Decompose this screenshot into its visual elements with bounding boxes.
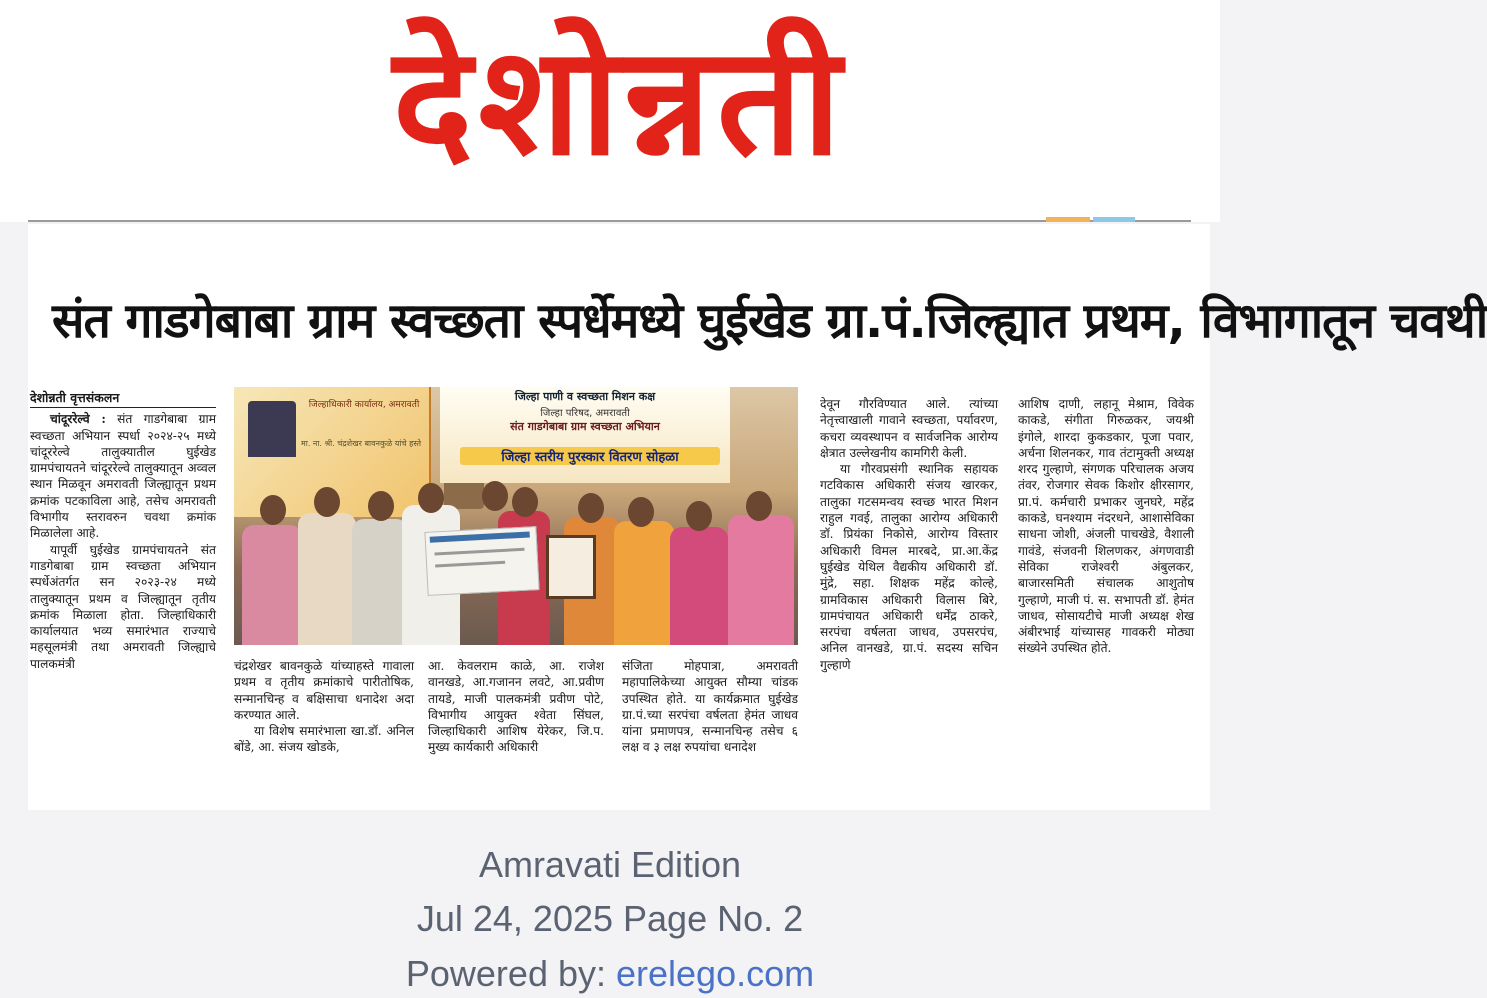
article-column-1 xyxy=(30,390,216,800)
crowd-head xyxy=(260,495,286,525)
dateline: चांदूररेल्वे : xyxy=(50,412,106,427)
banner-line-1: जिल्हा पाणी व स्वच्छता मिशन कक्ष xyxy=(514,390,656,403)
powered-by-link[interactable]: erelego.com xyxy=(616,953,815,994)
article-clipping xyxy=(28,224,1487,810)
award-certificate-frame xyxy=(546,535,596,599)
article-column-6 xyxy=(1018,396,1194,800)
crowd-person xyxy=(728,515,794,645)
crowd-person xyxy=(242,525,302,645)
byline: देशोन्नती वृत्तसंकलन xyxy=(30,390,216,408)
accent-bar-orange xyxy=(1046,217,1090,222)
accent-bar-blue xyxy=(1093,217,1135,222)
crowd-person xyxy=(670,527,728,645)
col2-para-1: चंद्रशेखर बावनकुळे यांच्याहस्ते गावाला प्रथम व तृतीय क्रमांकाचे पारीतोषिक, सन्मानचिन्ह व बक्षिसाचा धनादेश अदा करण्यात आले. xyxy=(234,659,414,722)
edition-label: Amravati Edition xyxy=(478,844,742,885)
crowd-head xyxy=(418,483,444,513)
powered-by-label: Powered by: xyxy=(405,953,606,994)
col6-para-1: आशिष दाणी, लहानू मेश्राम, विवेक काकडे, संगीता गिरुळकर, जयश्री इंगोले, शारदा कुकडकार, पूजा पवार, अर्चना शिलनकर, गाव तंटामुक्ती अध्यक्ष शरद गुल्हाणे, संगणक परिचालक अजय तंवर, रोजगार सेवक किशोर क्षीरसागर, प्रा.पं. कर्मचारी प्रभाकर जुनघरे, महेंद्र काकडे, घनश्याम नंदरधने, आशासेविका साधना जोशी, अंजली पाचखेडे, वैशाली गावंडे, संजवनी शिलणकर, अंगणवाडी सेविका राजेश्वरी अंबुलकर, बाजारसमिती संचालक आशुतोष गुल्हाणे, माजी पं. स. सभापती डॉ. हेमंत जाधव, सोसायटीचे माजी अध्यक्ष शेख अंबीरभाई यांच्यासह गावकरी मोठ्या संख्येने उपस्थित होते. xyxy=(1018,397,1194,656)
col2-para-2: या विशेष समारंभाला खा.डॉ. अनिल बोंडे, आ. संजय खोडके, xyxy=(234,724,414,755)
col3-para-1: आ. केवलराम काळे, आ. राजेश वानखडे, आ.गजानन लवटे, आ.प्रवीण तायडे, माजी पालकमंत्री प्रवीण पोटे, विभागीय आयुक्त श्वेता सिंघल, जिल्हाधिकारी आशिष येरेकर, जि.प. मुख्य कार्यकारी अधिकारी xyxy=(428,659,604,755)
award-cheque xyxy=(424,526,539,596)
banner-left-subtitle: मा. ना. श्री. चंद्रशेखर बावनकुळे यांचे हस्ते xyxy=(300,439,422,448)
article-column-4 xyxy=(622,658,798,800)
masthead-rule xyxy=(28,220,1191,222)
col1-para-1: संत गाडगेबाबा ग्राम स्वच्छता अभियान स्पर्धा २०२४-२५ मध्ये चांदूररेल्वे तालुक्यातील घुईखेड ग्रामपंचायतने चांदूररेल्वे तालुक्यातून अव्वल स्थान मिळवून अमरावती जिल्ह्यातून प्रथम क्रमांक पटकाविला आहे, तसेच अमरावती विभागीय स्तरावरुन चवथा क्रमांक मिळालेला आहे. xyxy=(30,412,216,541)
event-photo xyxy=(234,387,798,645)
banner-line-3: संत गाडगेबाबा ग्राम स्वच्छता अभियान xyxy=(510,420,660,433)
article-headline: संत गाडगेबाबा ग्राम स्वच्छता स्पर्धेमध्ये घुईखेड ग्रा.पं.जिल्ह्यात प्रथम, विभागातून चवथी xyxy=(52,293,1487,349)
article-column-2 xyxy=(234,658,414,800)
crowd-person xyxy=(298,513,356,645)
crowd-person xyxy=(614,521,674,645)
crowd-head xyxy=(686,501,712,531)
crowd-head xyxy=(314,487,340,517)
photo-banner-main xyxy=(440,387,730,483)
minister-portrait xyxy=(248,401,296,457)
col4-para-1: संजिता मोहपात्रा, अमरावती महापालिकेच्या आयुक्त सौम्या चांडक उपस्थित होते. या कार्यक्रमात घुईखेड ग्रा.पं.च्या सरपंचा वर्षलता हेमंत जाधव यांना प्रमाणपत्र, सन्मानचिन्ह तसेच ६ लक्ष व ३ लक्ष रुपयांचा धनादेश xyxy=(622,659,798,755)
crowd-head xyxy=(578,493,604,523)
crowd-head xyxy=(368,491,394,521)
crowd-head xyxy=(746,491,772,521)
banner-line-4: जिल्हा स्तरीय पुरस्कार वितरण सोहळा xyxy=(460,447,720,465)
col5-para-2: या गौरवप्रसंगी स्थानिक सहायक गटविकास अधिकारी संजय खारकर, तालुका गटसमन्वय स्वच्छ भारत मिशन राहुल गवई, तालुका आरोग्य अधिकारी डॉ. प्रियंका निकोसे, आरोग्य विस्तार अधिकारी विमल मारबदे, प्रा.आ.केंद्र घुईखेड येथिल वैद्यकीय अधिकारी डॉ. मुंद्रे, सहा. शिक्षक महेंद्र कोल्हे, ग्रामविकास अधिकारी विलास बिरे, ग्रामपंचायत अधिकारी धर्मेंद्र ठाकरे, सरपंचा वर्षलता जाधव, उपसरपंच, अनिल वानखडे, ग्रा.पं. सदस्य सचिन गुल्हाणे xyxy=(820,462,998,672)
article-column-3 xyxy=(428,658,604,800)
banner-line-2: जिल्हा परिषद, अमरावती xyxy=(540,408,630,419)
article-column-5 xyxy=(820,396,998,800)
col1-para-2: यापूर्वी घुईखेड ग्रामपंचायतने संत गाडगेबाबा ग्राम स्वच्छता अभियान स्पर्धेअंतर्गत सन २०२३-२४ मध्ये तालुक्यातून प्रथम व जिल्ह्यातून तृतीय क्रमांक मिळाला होता. जिल्हाधिकारी कार्यालयात भव्य समारंभात राज्याचे महसूलमंत्री तथा अमरावती जिल्ह्याचे पालकमंत्री xyxy=(30,542,216,671)
newspaper-logo: देशोन्नती xyxy=(392,15,848,189)
col5-para-1: देवून गौरविण्यात आले. त्यांच्या नेतृत्त्वाखाली गावाने स्वच्छता, पर्यावरण, कचरा व्यवस्थापन व सार्वजनिक आरोग्य क्षेत्रात उल्लेखनीय कामगिरी केली. xyxy=(820,397,998,460)
crowd-head xyxy=(512,487,538,517)
date-page-label: Jul 24, 2025 Page No. 2 xyxy=(416,898,804,939)
powered-by xyxy=(0,950,1220,994)
masthead xyxy=(0,0,1220,222)
crowd-head xyxy=(628,497,654,527)
banner-left-title: जिल्हाधिकारी कार्यालय, अमरावती xyxy=(308,400,420,410)
crowd-person xyxy=(352,519,408,645)
crowd-head xyxy=(482,481,508,511)
